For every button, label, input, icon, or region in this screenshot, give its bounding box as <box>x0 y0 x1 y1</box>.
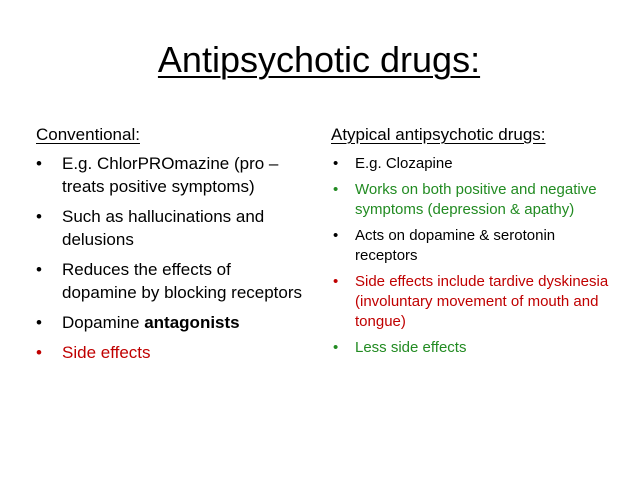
atypical-column <box>331 124 616 364</box>
bullet-icon: • <box>333 273 339 290</box>
slide-title: Antipsychotic drugs: <box>157 39 481 80</box>
atypical-heading: Atypical antipsychotic drugs: <box>331 125 546 144</box>
list-item-text: Less side effects <box>355 339 467 356</box>
list-item-text: E.g. ChlorPROmazine (pro – treats positive symptoms) <box>62 154 279 196</box>
list-item <box>36 311 306 334</box>
bullet-icon: • <box>333 227 339 244</box>
list-item-text: Acts on dopamine & serotonin receptors <box>355 227 556 264</box>
list-item-text: Works on both positive and negative symptoms (depression & apathy) <box>355 181 597 218</box>
bullet-icon: • <box>36 154 42 173</box>
conventional-heading: Conventional: <box>36 125 140 144</box>
list-item <box>36 152 306 198</box>
bullet-icon: • <box>333 181 339 198</box>
bullet-icon: • <box>333 339 339 356</box>
list-item-emphasis: antagonists <box>144 313 240 332</box>
bullet-icon: • <box>36 343 42 362</box>
list-item <box>331 338 616 358</box>
list-item <box>331 272 616 332</box>
list-item <box>331 226 616 266</box>
bullet-icon: • <box>36 260 42 279</box>
list-item <box>36 258 306 304</box>
list-item-text: Reduces the effects of dopamine by blocking receptors <box>62 260 303 302</box>
conventional-column <box>36 124 306 371</box>
list-item-text: Side effects include tardive dyskinesia (involuntary movement of mouth and tongue) <box>355 273 609 330</box>
list-item <box>331 154 616 174</box>
bullet-icon: • <box>36 313 42 332</box>
list-item <box>36 341 306 364</box>
list-item-text: E.g. Clozapine <box>355 155 453 172</box>
bullet-icon: • <box>333 155 339 172</box>
bullet-icon: • <box>36 207 42 226</box>
conventional-list <box>36 152 306 364</box>
list-item <box>331 180 616 220</box>
list-item <box>36 205 306 251</box>
list-item-text: Side effects <box>62 343 151 362</box>
list-item-text: Such as hallucinations and delusions <box>62 207 265 249</box>
list-item-text: Dopamine <box>62 313 145 332</box>
atypical-list <box>331 154 616 358</box>
